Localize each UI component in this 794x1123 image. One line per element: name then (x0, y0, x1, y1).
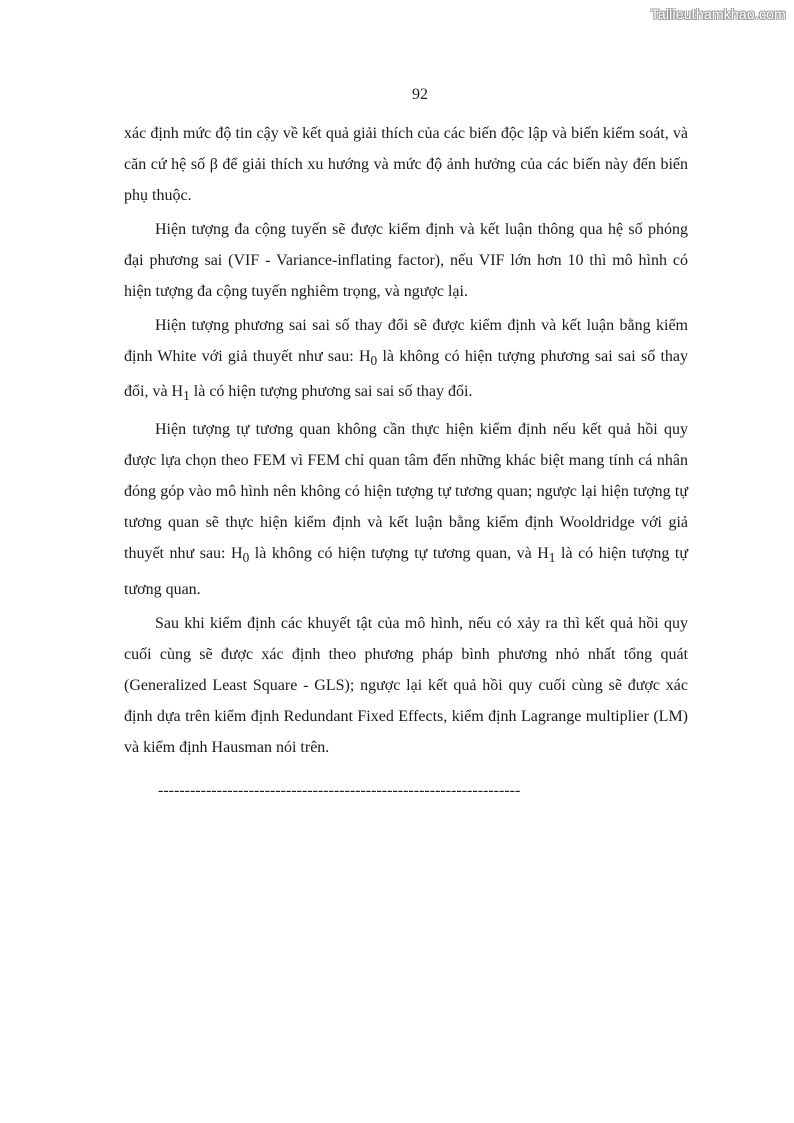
subscript: 1 (548, 550, 556, 566)
text-segment: là có hiện tượng phương sai sai số thay đổi. (189, 383, 473, 401)
document-body (124, 118, 688, 806)
page-number: 92 (412, 86, 428, 103)
text-segment: là có hiện tượng tự tương quan. (124, 545, 689, 598)
paragraph-multicollinearity: Hiện tượng đa cộng tuyến sẽ được kiểm định và kết luận thông qua hệ số phóng đại phương sai (VIF - Variance-inflating factor), nếu VIF lớn hơn 10 thì mô hình có hiện tượng đa cộng tuyến nghiêm trọng, và ngược lại. (124, 221, 688, 300)
text-segment: là không có hiện tượng tự tương quan, và H (249, 545, 549, 563)
text-segment: là không có hiện tượng phương sai sai số thay đổi, và H (124, 348, 688, 401)
text-segment: Hiện tượng phương sai sai số thay đổi sẽ được kiểm định và kết luận bằng kiểm định White với giả thuyết như sau: H (124, 317, 688, 365)
watermark: Tailieuthamkhao.com (650, 6, 786, 22)
subscript: 0 (370, 353, 378, 369)
text-segment: Hiện tượng tự tương quan không cần thực hiện kiểm định nếu kết quả hồi quy được lựa chọn theo FEM vì FEM chỉ quan tâm đến những khác biệt mang tính cá nhân đóng góp vào mô hình nên không có hiện tượng tự tương quan; ngược lại hiện tượng tự tương quan sẽ thực hiện kiểm định và kết luận bằng kiểm định Wooldridge với giả thuyết như sau: H (124, 421, 688, 563)
paragraph-final-regression: Sau khi kiểm định các khuyết tật của mô hình, nếu có xảy ra thì kết quả hồi quy cuối cùng sẽ được xác định theo phương pháp bình phương nhỏ nhất tổng quát (Generalized Least Square - GLS); ngược lại kết quả hồi quy cuối cùng sẽ được xác định dựa trên kiểm định Redundant Fixed Effects, kiểm định Lagrange multiplier (LM) và kiểm định Hausman nói trên. (124, 614, 688, 756)
subscript: 1 (183, 388, 190, 404)
paragraph-heteroskedasticity (124, 310, 688, 411)
subscript: 0 (242, 550, 250, 566)
paragraph-autocorrelation (124, 414, 688, 604)
paragraph-continuation: xác định mức độ tin cậy về kết quả giải thích của các biến độc lập và biến kiểm soát, và căn cứ hệ số β để giải thích xu hướng và mức độ ảnh hưởng của các biến này đến biến phụ thuộc. (124, 125, 688, 204)
section-divider: -------------------------------------------------------------------- (158, 781, 521, 799)
